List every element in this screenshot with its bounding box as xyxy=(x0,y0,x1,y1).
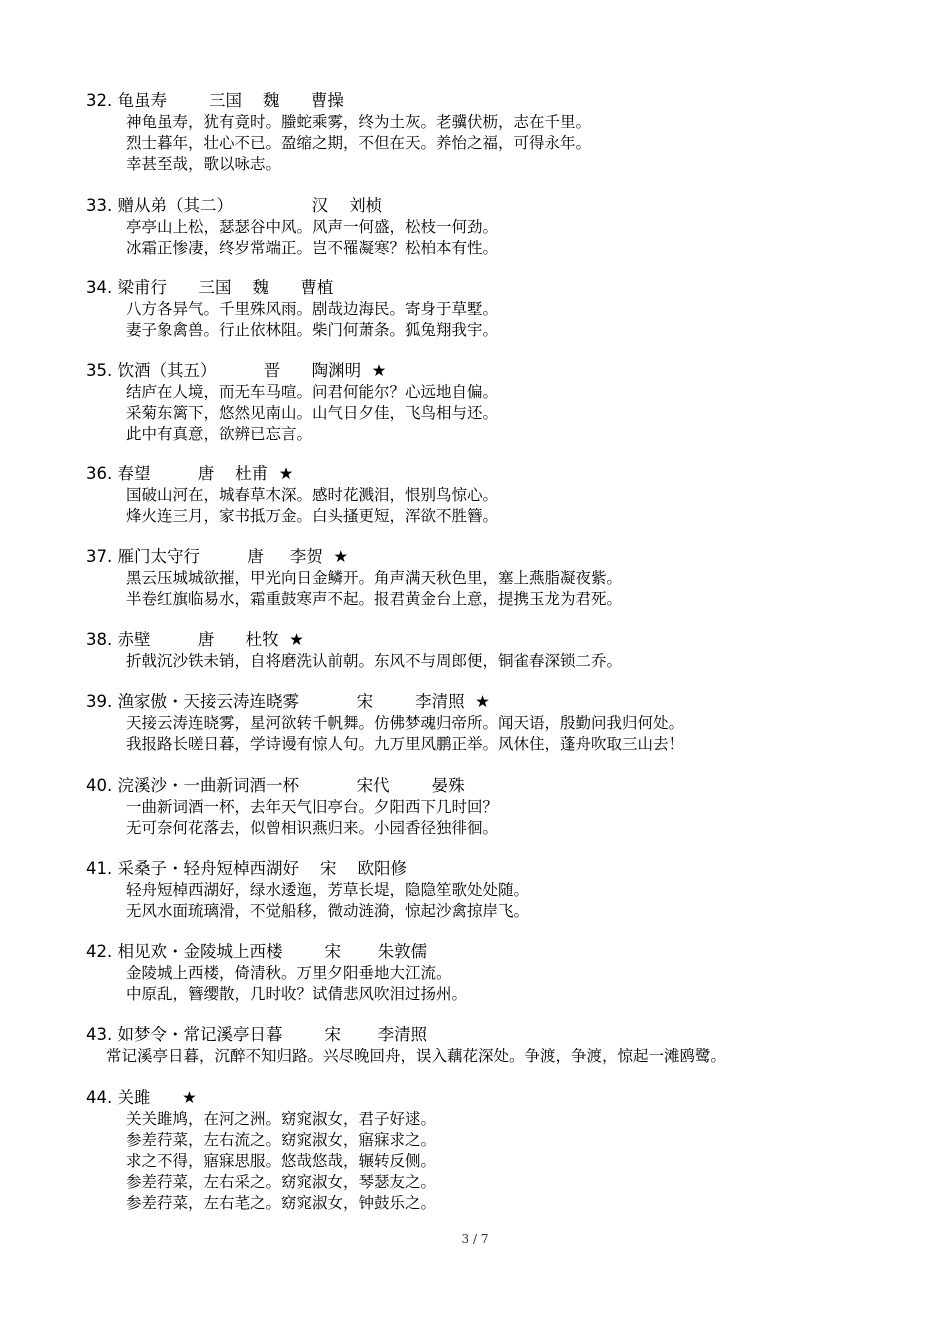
poem-line: 轻舟短棹西湖好，绿水逶迤，芳草长堤，隐隐笙歌处处随。 xyxy=(126,881,530,899)
poem-line: 烽火连三月，家书抵万金。白头搔更短，浑欲不胜簪。 xyxy=(126,507,499,525)
poem-entry xyxy=(86,629,926,672)
poem-line: 常记溪亭日暮，沉醉不知归路。兴尽晚回舟，误入藕花深处。争渡，争渡，惊起一滩鸥鹭。 xyxy=(106,1047,727,1065)
poem-line: 参差荇菜，左右流之。窈窕淑女，寤寐求之。 xyxy=(126,1131,437,1149)
page-number: 3 / 7 xyxy=(461,1232,489,1246)
poem-line: 半卷红旗临易水，霜重鼓寒声不起。报君黄金台上意，提携玉龙为君死。 xyxy=(126,590,623,608)
poem-heading: 34. 梁甫行 三国 魏 曹植 xyxy=(86,278,334,297)
poem-heading: 42. 相见欢・金陵城上西楼 宋 朱敦儒 xyxy=(86,942,428,961)
poem-heading: 35. 饮酒（其五） 晋 陶渊明 ★ xyxy=(86,361,387,380)
poem-line: 幸甚至哉，歌以咏志。 xyxy=(126,155,282,173)
poem-heading: 36. 春望 唐 杜甫 ★ xyxy=(86,464,294,483)
poem-entry xyxy=(86,463,926,527)
poem-entry xyxy=(86,1087,926,1214)
poem-line: 国破山河在，城春草木深。感时花溅泪，恨别鸟惊心。 xyxy=(126,486,499,504)
poem-heading: 32. 龟虽寿 三国 魏 曹操 xyxy=(86,91,344,110)
poem-entry xyxy=(86,90,926,175)
poem-line: 参差荇菜，左右芼之。窈窕淑女，钟鼓乐之。 xyxy=(126,1194,437,1212)
poem-heading: 41. 采桑子・轻舟短棹西湖好 宋 欧阳修 xyxy=(86,859,407,878)
poem-entry xyxy=(86,691,926,755)
poem-entry xyxy=(86,360,926,445)
poem-line: 烈士暮年，壮心不已。盈缩之期，不但在天。养怡之福，可得永年。 xyxy=(126,134,592,152)
poem-entry xyxy=(86,1024,926,1067)
poem-entry xyxy=(86,941,926,1005)
poem-line: 黑云压城城欲摧，甲光向日金鳞开。角声满天秋色里，塞上燕脂凝夜紫。 xyxy=(126,569,623,587)
poem-line: 冰霜正惨凄，终岁常端正。岂不罹凝寒？松柏本有性。 xyxy=(126,239,499,257)
poem-line: 此中有真意，欲辨已忘言。 xyxy=(126,425,313,443)
poem-heading: 44. 关雎 ★ xyxy=(86,1088,197,1107)
poem-heading: 33. 赠从弟（其二） 汉 刘桢 xyxy=(86,196,383,215)
poem-heading: 43. 如梦令・常记溪亭日暮 宋 李清照 xyxy=(86,1025,428,1044)
poem-line: 折戟沉沙铁未销，自将磨洗认前朝。东风不与周郎便，铜雀春深锁二乔。 xyxy=(126,652,623,670)
poem-line: 天接云涛连晓雾，星河欲转千帆舞。仿佛梦魂归帝所。闻天语，殷勤问我归何处。 xyxy=(126,714,685,732)
poem-line: 无风水面琉璃滑，不觉船移，微动涟漪，惊起沙禽掠岸飞。 xyxy=(126,902,530,920)
poem-line: 结庐在人境，而无车马喧。问君何能尔？心远地自偏。 xyxy=(126,383,499,401)
poem-heading: 38. 赤壁 唐 杜牧 ★ xyxy=(86,630,304,649)
poem-entry xyxy=(86,775,926,839)
poem-entry xyxy=(86,277,926,341)
poem-heading: 37. 雁门太守行 唐 李贺 ★ xyxy=(86,547,349,566)
poem-entry xyxy=(86,195,926,259)
poem-entry xyxy=(86,546,926,610)
poem-line: 采菊东篱下，悠然见南山。山气日夕佳，飞鸟相与还。 xyxy=(126,404,499,422)
poem-heading: 39. 渔家傲・天接云涛连晓雾 宋 李清照 ★ xyxy=(86,692,490,711)
poem-line: 神龟虽寿，犹有竟时。螣蛇乘雾，终为土灰。老骥伏枥，志在千里。 xyxy=(126,113,592,131)
poem-line: 妻子象禽兽。行止依林阻。柴门何萧条。狐兔翔我宇。 xyxy=(126,321,499,339)
poem-line: 我报路长嗟日暮，学诗谩有惊人句。九万里风鹏正举。风休住，蓬舟吹取三山去！ xyxy=(126,735,685,753)
poem-line: 一曲新词酒一杯，去年天气旧亭台。夕阳西下几时回？ xyxy=(126,798,499,816)
poem-entry xyxy=(86,858,926,922)
poem-line: 亭亭山上松，瑟瑟谷中风。风声一何盛，松枝一何劲。 xyxy=(126,218,499,236)
poem-line: 参差荇菜，左右采之。窈窕淑女，琴瑟友之。 xyxy=(126,1173,437,1191)
poem-line: 关关雎鸠，在河之洲。窈窕淑女，君子好逑。 xyxy=(126,1110,437,1128)
poem-line: 求之不得，寤寐思服。悠哉悠哉，辗转反侧。 xyxy=(126,1152,437,1170)
poem-line: 无可奈何花落去，似曾相识燕归来。小园香径独徘徊。 xyxy=(126,819,499,837)
poem-heading: 40. 浣溪沙・一曲新词酒一杯 宋代 晏殊 xyxy=(86,776,465,795)
poem-line: 八方各异气。千里殊风雨。剧哉边海民。寄身于草墅。 xyxy=(126,300,499,318)
poem-line: 中原乱，簪缨散，几时收？试倩悲风吹泪过扬州。 xyxy=(126,985,468,1003)
poem-line: 金陵城上西楼，倚清秋。万里夕阳垂地大江流。 xyxy=(126,964,452,982)
